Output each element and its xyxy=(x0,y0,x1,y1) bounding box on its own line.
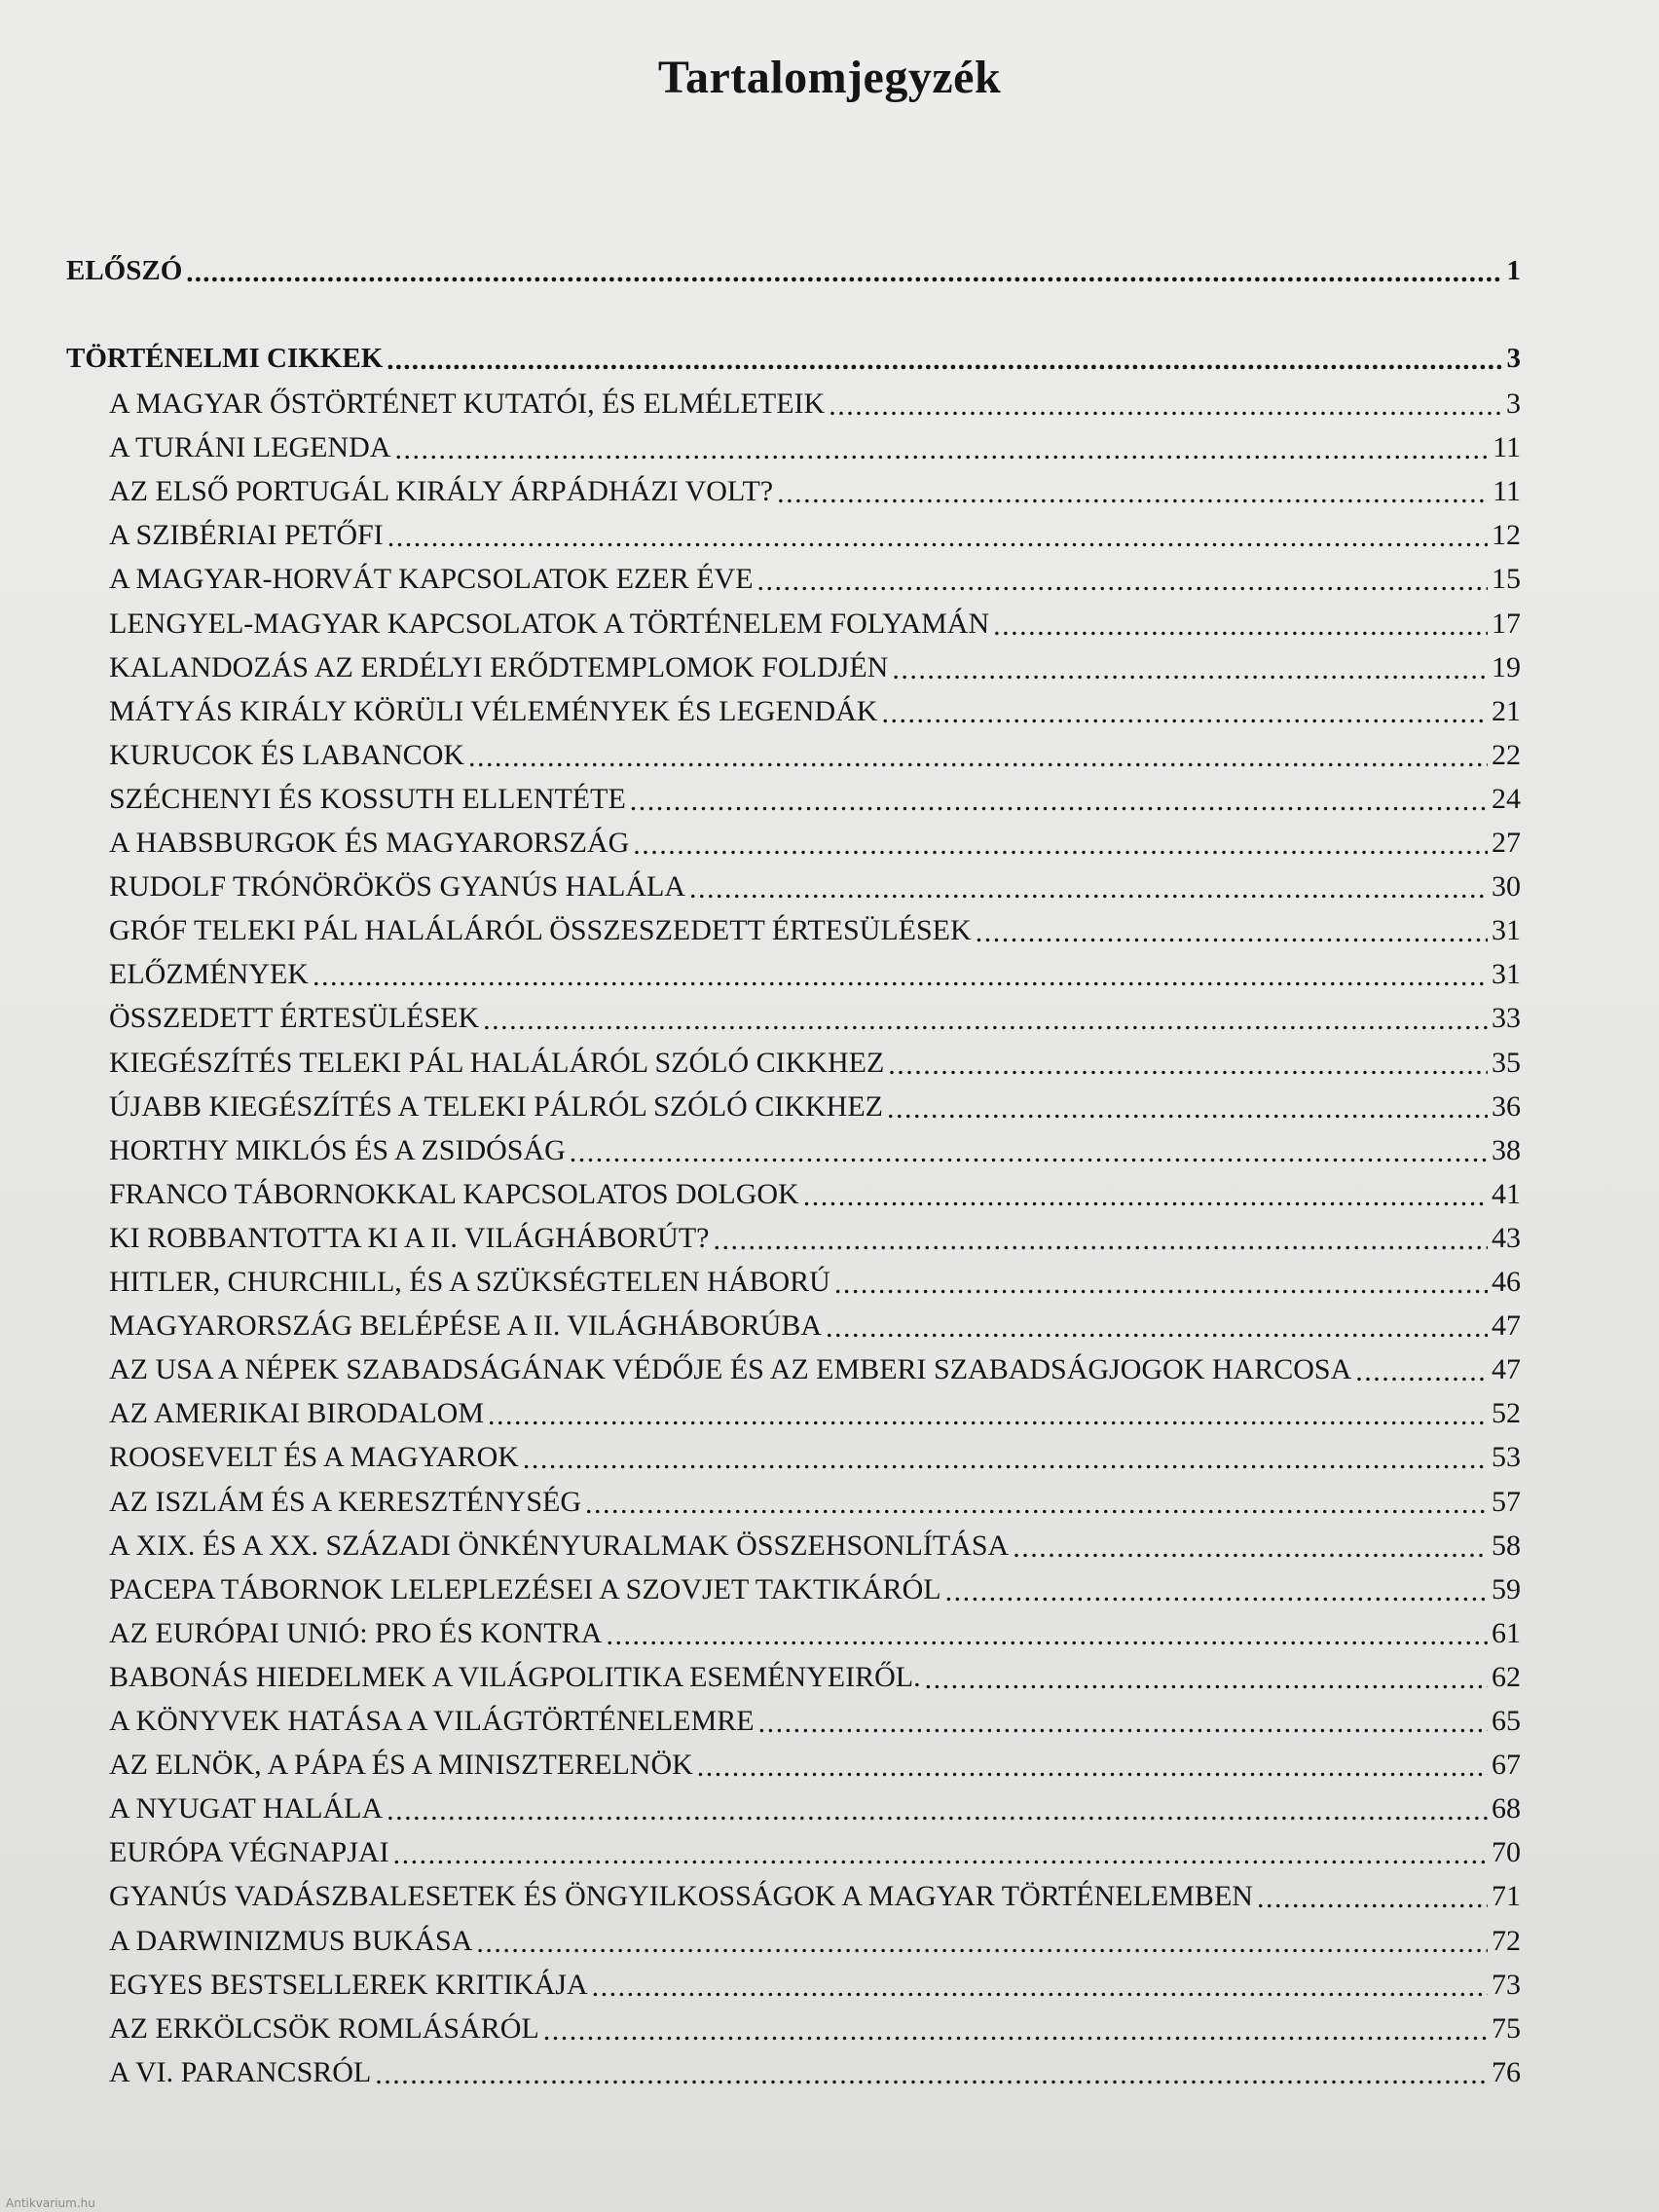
toc-entry-title: PACEPA TÁBORNOK LELEPLEZÉSEI A SZOVJET TAKTIKÁRÓL xyxy=(109,1573,941,1605)
dot-leader xyxy=(945,1575,1488,1608)
dot-leader xyxy=(887,1092,1488,1125)
toc-entry xyxy=(109,1573,1521,1606)
toc-entry xyxy=(109,870,1521,903)
toc-entry-page-number: 36 xyxy=(1492,1090,1521,1123)
dot-leader xyxy=(713,1224,1488,1257)
dot-leader xyxy=(829,389,1502,423)
dot-leader xyxy=(387,521,1488,554)
toc-entry xyxy=(109,1486,1521,1519)
toc-entry-page-number: 73 xyxy=(1492,1969,1521,2001)
toc-entry-page-number: 47 xyxy=(1492,1353,1521,1385)
toc-entry xyxy=(109,1880,1521,1913)
dot-leader xyxy=(606,1619,1488,1652)
dot-leader xyxy=(523,1443,1488,1476)
toc-entry xyxy=(109,1266,1521,1299)
dot-leader xyxy=(1257,1882,1488,1915)
toc-entry-title: AZ EURÓPAI UNIÓ: PRO ÉS KONTRA xyxy=(109,1617,603,1649)
toc-section-entry xyxy=(66,343,1521,376)
dot-leader xyxy=(488,1399,1488,1432)
dot-leader xyxy=(803,1180,1488,1213)
dot-leader xyxy=(892,653,1488,686)
toc-entry-title: ÚJABB KIEGÉSZÍTÉS A TELEKI PÁLRÓL SZÓLÓ CIKKHEZ xyxy=(109,1090,883,1123)
toc-entry xyxy=(109,1749,1521,1782)
toc-entry-title: KALANDOZÁS AZ ERDÉLYI ERŐDTEMPLOMOK FOLDJÉN xyxy=(109,651,889,683)
toc-entry-page-number: 19 xyxy=(1492,651,1521,683)
toc-entry-title: BABONÁS HIEDELMEK A VILÁGPOLITIKA ESEMÉNYEIRŐL. xyxy=(109,1661,921,1693)
toc-entry-title: GYANÚS VADÁSZBALESETEK ÉS ÖNGYILKOSSÁGOK A MAGYAR TÖRTÉNELEMBEN xyxy=(109,1880,1253,1912)
toc-entry xyxy=(109,1397,1521,1430)
toc-entry-page-number: 17 xyxy=(1492,608,1521,640)
dot-leader xyxy=(592,1971,1488,2004)
toc-entry xyxy=(109,1090,1521,1124)
toc-entry-title: A KÖNYVEK HATÁSA A VILÁGTÖRTÉNELEMRE xyxy=(109,1705,755,1737)
toc-entry xyxy=(109,519,1521,552)
toc-entry-page-number: 31 xyxy=(1492,914,1521,946)
toc-entry-page-number: 11 xyxy=(1493,431,1521,463)
toc-section-entry xyxy=(66,255,1521,288)
toc-entry xyxy=(109,1661,1521,1694)
dot-leader xyxy=(585,1488,1488,1521)
toc-entry xyxy=(109,608,1521,641)
dot-leader xyxy=(630,785,1488,818)
toc-entry-page-number: 62 xyxy=(1492,1661,1521,1693)
toc-entry-page-number: 41 xyxy=(1492,1178,1521,1210)
toc-entry xyxy=(109,2012,1521,2046)
toc-entry-page-number: 11 xyxy=(1493,475,1521,507)
toc-entry-page-number: 24 xyxy=(1492,783,1521,815)
toc-entry-title: MAGYARORSZÁG BELÉPÉSE A II. VILÁGHÁBORÚBA xyxy=(109,1309,822,1342)
toc-entry xyxy=(109,1178,1521,1211)
dot-leader xyxy=(881,697,1488,730)
toc-entry-title: LENGYEL-MAGYAR KAPCSOLATOK A TÖRTÉNELEM FOLYAMÁN xyxy=(109,608,990,640)
toc-entry-page-number: 12 xyxy=(1492,519,1521,551)
toc-entry-title: AZ ELSŐ PORTUGÁL KIRÁLY ÁRPÁDHÁZI VOLT? xyxy=(109,475,774,507)
toc-entry-page-number: 27 xyxy=(1492,827,1521,859)
toc-entry-page-number: 76 xyxy=(1492,2056,1521,2088)
dot-leader xyxy=(543,2014,1488,2047)
toc-entry-page-number: 57 xyxy=(1492,1486,1521,1518)
toc-entry-title: ÖSSZEDETT ÉRTESÜLÉSEK xyxy=(109,1002,480,1034)
toc-entry-title: EGYES BESTSELLEREK KRITIKÁJA xyxy=(109,1969,588,2001)
toc-entry-page-number: 15 xyxy=(1492,563,1521,595)
toc-entry-page-number: 21 xyxy=(1492,695,1521,727)
toc-entry-title: SZÉCHENYI ÉS KOSSUTH ELLENTÉTE xyxy=(109,783,626,815)
toc-entry-title: FRANCO TÁBORNOKKAL KAPCSOLATOS DOLGOK xyxy=(109,1178,799,1210)
toc-entry xyxy=(109,1530,1521,1563)
toc-entry-title: AZ ERKÖLCSÖK ROMLÁSÁRÓL xyxy=(109,2012,539,2045)
toc-entry-page-number: 1 xyxy=(1506,255,1521,286)
page-title: Tartalomjegyzék xyxy=(657,52,1002,103)
toc-entry-page-number: 72 xyxy=(1492,1925,1521,1957)
toc-entry-page-number: 30 xyxy=(1492,870,1521,903)
toc-entry xyxy=(109,1617,1521,1650)
toc-entry xyxy=(109,1792,1521,1825)
toc-entry-title: HITLER, CHURCHILL, ÉS A SZÜKSÉGTELEN HÁBORÚ xyxy=(109,1266,830,1298)
toc-entry-page-number: 3 xyxy=(1506,387,1521,420)
toc-entry-page-number: 58 xyxy=(1492,1530,1521,1562)
dot-leader xyxy=(758,1707,1488,1740)
dot-leader xyxy=(633,829,1488,862)
toc-entry-page-number: 52 xyxy=(1492,1397,1521,1429)
toc-entry xyxy=(109,827,1521,860)
toc-entry-title: A DARWINIZMUS BUKÁSA xyxy=(109,1925,473,1957)
toc-entry-title: A VI. PARANCSRÓL xyxy=(109,2056,372,2088)
toc-entry xyxy=(109,651,1521,684)
toc-entry xyxy=(109,1353,1521,1386)
toc-entry xyxy=(109,563,1521,596)
dot-leader xyxy=(186,257,1502,290)
dot-leader xyxy=(1013,1531,1488,1565)
toc-entry xyxy=(109,1002,1521,1035)
toc-entry-title: AZ ISZLÁM ÉS A KERESZTÉNYSÉG xyxy=(109,1486,582,1518)
dot-leader xyxy=(313,960,1488,993)
dot-leader xyxy=(387,1794,1488,1827)
toc-entry-title: KURUCOK ÉS LABANCOK xyxy=(109,739,465,771)
toc-entry-title: A XIX. ÉS A XX. SZÁZADI ÖNKÉNYURALMAK ÖSSZEHSONLÍTÁSA xyxy=(109,1530,1010,1562)
toc-entry-title: ELŐSZÓ xyxy=(66,255,183,286)
dot-leader xyxy=(834,1268,1488,1301)
dot-leader xyxy=(387,345,1502,378)
dot-leader xyxy=(393,1838,1488,1871)
toc-entry-page-number: 59 xyxy=(1492,1573,1521,1605)
toc-entry xyxy=(109,958,1521,991)
toc-entry-title: A MAGYAR-HORVÁT KAPCSOLATOK EZER ÉVE xyxy=(109,563,754,595)
dot-leader xyxy=(777,477,1489,510)
dot-leader xyxy=(697,1751,1488,1784)
dot-leader xyxy=(375,2058,1488,2091)
toc-entry xyxy=(109,783,1521,816)
toc-entry-page-number: 35 xyxy=(1492,1047,1521,1079)
toc-entry xyxy=(109,1969,1521,2002)
toc-entry-page-number: 22 xyxy=(1492,739,1521,771)
dot-leader xyxy=(888,1049,1488,1082)
toc-entry-page-number: 71 xyxy=(1492,1880,1521,1912)
dot-leader xyxy=(993,609,1488,643)
toc-entry-title: ELŐZMÉNYEK xyxy=(109,958,309,990)
toc-entry-title: HORTHY MIKLÓS ÉS A ZSIDÓSÁG xyxy=(109,1134,566,1166)
toc-entry xyxy=(109,1925,1521,1958)
dot-leader xyxy=(483,1004,1488,1037)
toc-entry-title: RUDOLF TRÓNÖRÖKÖS GYANÚS HALÁLA xyxy=(109,870,685,903)
dot-leader xyxy=(394,433,1489,466)
toc-entry xyxy=(109,914,1521,947)
dot-leader xyxy=(476,1927,1488,1960)
toc-entry xyxy=(109,1222,1521,1255)
toc-entry-title: MÁTYÁS KIRÁLY KÖRÜLI VÉLEMÉNYEK ÉS LEGENDÁK xyxy=(109,695,878,727)
toc-entry-title: A MAGYAR ŐSTÖRTÉNET KUTATÓI, ÉS ELMÉLETEIK xyxy=(109,387,826,420)
toc-entry xyxy=(109,1134,1521,1167)
toc-entry-page-number: 46 xyxy=(1492,1266,1521,1298)
toc-entry xyxy=(109,387,1521,421)
toc-entry-page-number: 33 xyxy=(1492,1002,1521,1034)
toc-entry-page-number: 53 xyxy=(1492,1441,1521,1473)
toc-entry-title: EURÓPA VÉGNAPJAI xyxy=(109,1836,389,1868)
toc-entry-title: A SZIBÉRIAI PETŐFI xyxy=(109,519,384,551)
dot-leader xyxy=(976,916,1488,949)
dot-leader xyxy=(1355,1355,1488,1388)
toc-entry xyxy=(109,1836,1521,1869)
toc-entry xyxy=(109,1705,1521,1738)
toc-entry-page-number: 65 xyxy=(1492,1705,1521,1737)
toc-entry xyxy=(109,739,1521,772)
toc-entry-title: TÖRTÉNELMI CIKKEK xyxy=(66,343,384,374)
toc-entry xyxy=(109,2056,1521,2089)
toc-entry-title: ROOSEVELT ÉS A MAGYAROK xyxy=(109,1441,519,1473)
toc-entry-page-number: 67 xyxy=(1492,1749,1521,1781)
toc-entry-title: A HABSBURGOK ÉS MAGYARORSZÁG xyxy=(109,827,630,859)
toc-entry-title: GRÓF TELEKI PÁL HALÁLÁRÓL ÖSSZESZEDETT ÉRTESÜLÉSEK xyxy=(109,914,972,946)
dot-leader xyxy=(826,1311,1488,1345)
toc-entry-title: A TURÁNI LEGENDA xyxy=(109,431,391,463)
watermark: Antikvarium.hu xyxy=(6,2196,95,2210)
toc-entry-page-number: 47 xyxy=(1492,1309,1521,1342)
toc-entry-title: KI ROBBANTOTTA KI A II. VILÁGHÁBORÚT? xyxy=(109,1222,710,1254)
toc-entry xyxy=(109,1309,1521,1343)
toc-entry-title: AZ USA A NÉPEK SZABADSÁGÁNAK VÉDŐJE ÉS AZ EMBERI SZABADSÁGJOGOK HARCOSA xyxy=(109,1353,1352,1385)
dot-leader xyxy=(570,1136,1488,1169)
toc-entry xyxy=(109,475,1521,508)
toc-entry xyxy=(109,1047,1521,1080)
toc-entry-page-number: 70 xyxy=(1492,1836,1521,1868)
toc-entry-page-number: 31 xyxy=(1492,958,1521,990)
toc-entry-page-number: 3 xyxy=(1506,343,1521,374)
toc-entry-page-number: 43 xyxy=(1492,1222,1521,1254)
toc-entry-page-number: 61 xyxy=(1492,1617,1521,1649)
toc-entry xyxy=(109,695,1521,728)
toc-entry-page-number: 38 xyxy=(1492,1134,1521,1166)
toc-entry xyxy=(109,1441,1521,1474)
toc-entry-page-number: 68 xyxy=(1492,1792,1521,1825)
toc-entry-title: A NYUGAT HALÁLA xyxy=(109,1792,384,1825)
toc-entry-title: AZ AMERIKAI BIRODALOM xyxy=(109,1397,484,1429)
dot-leader xyxy=(925,1663,1488,1696)
toc-entry-title: KIEGÉSZÍTÉS TELEKI PÁL HALÁLÁRÓL SZÓLÓ CIKKHEZ xyxy=(109,1047,885,1079)
toc-entry-title: AZ ELNÖK, A PÁPA ÉS A MINISZTERELNÖK xyxy=(109,1749,693,1781)
dot-leader xyxy=(689,872,1488,905)
dot-leader xyxy=(757,565,1488,598)
dot-leader xyxy=(468,741,1488,774)
toc-entry xyxy=(109,431,1521,464)
toc-entry-page-number: 75 xyxy=(1492,2012,1521,2045)
